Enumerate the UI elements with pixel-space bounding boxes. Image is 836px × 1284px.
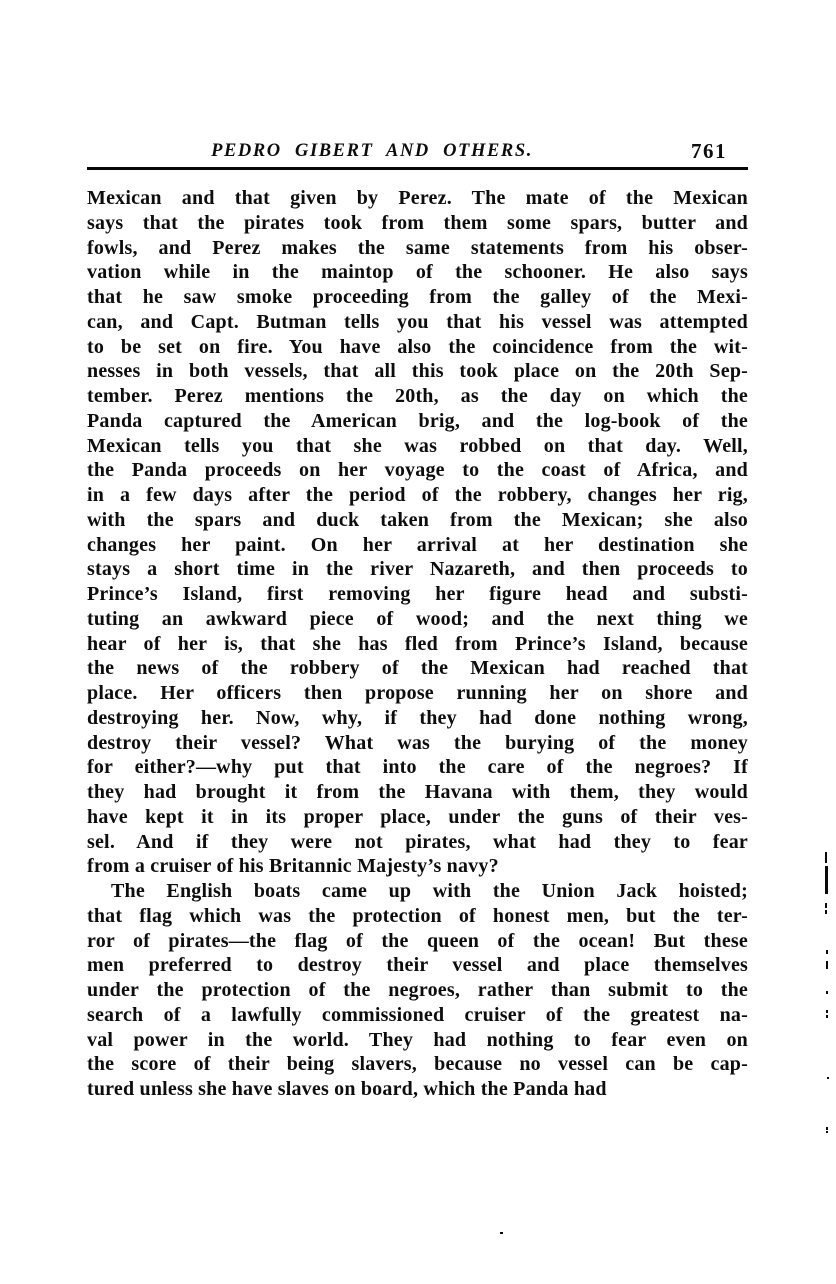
text-line: val power in the world. They had nothing to fear even on (87, 1028, 748, 1051)
scan-artifact (826, 1131, 828, 1133)
header-rule (87, 167, 748, 170)
text-line: Panda captured the American brig, and the log-book of the (87, 409, 748, 432)
text-line: the Panda proceeds on her voyage to the coast of Africa, and (87, 459, 748, 482)
paragraph (87, 879, 748, 1102)
text-line: the news of the robbery of the Mexican had reached that (87, 657, 748, 680)
text-line: sel. And if they were not pirates, what had they to fear (87, 830, 748, 853)
scan-artifact (825, 866, 828, 894)
text-line: destroying her. Now, why, if they had done nothing wrong, (87, 706, 748, 729)
page-number: 761 (691, 139, 727, 163)
text-line: vation while in the maintop of the schooner. He also says (87, 261, 748, 284)
text-line: fowls, and Perez makes the same statements from his obser- (87, 236, 748, 259)
paragraph (87, 186, 748, 879)
text-line: Mexican tells you that she was robbed on that day. Well, (87, 434, 748, 457)
text-line: that flag which was the protection of honest men, but the ter- (87, 904, 748, 927)
text-line: the score of their being slavers, because no vessel can be cap- (87, 1053, 748, 1076)
text-line: men preferred to destroy their vessel and place themselves (87, 954, 748, 977)
text-line: for either?—why put that into the care of the negroes? If (87, 756, 748, 779)
text-line: in a few days after the period of the robbery, changes her rig, (87, 484, 748, 506)
text-line: destroy their vessel? What was the burying of the money (87, 731, 748, 754)
scan-artifact (826, 950, 828, 954)
text-line: changes her paint. On her arrival at her destination she (87, 533, 748, 556)
text-line: under the protection of the negroes, rather than submit to the (87, 979, 748, 1001)
text-line: stays a short time in the river Nazareth, and then proceeds to (87, 558, 748, 581)
scan-artifact (826, 961, 828, 969)
scan-artifact (825, 910, 827, 914)
text-line: says that the pirates took from them some spars, butter and (87, 211, 748, 234)
text-line: ror of pirates—the flag of the queen of the ocean! But these (87, 929, 748, 952)
text-line: nesses in both vessels, that all this took place on the 20th Sep- (87, 360, 748, 383)
text-line: with the spars and duck taken from the Mexican; she also (87, 508, 748, 531)
text-line: have kept it in its proper place, under the guns of their ves- (87, 805, 748, 828)
scan-artifact (826, 1015, 828, 1018)
text-line: place. Her officers then propose running her on shore and (87, 682, 748, 704)
text-line: The English boats came up with the Union Jack hoisted; (111, 880, 748, 902)
scan-artifact (825, 852, 827, 863)
scan-artifact (826, 1010, 828, 1013)
running-head-title: PEDRO GIBERT AND OTHERS. (211, 141, 533, 161)
scan-artifact (825, 903, 827, 908)
text-line: Mexican and that given by Perez. The mate of the Mexican (87, 187, 748, 209)
text-line: tember. Perez mentions the 20th, as the day on which the (87, 385, 748, 407)
scan-artifact (500, 1232, 503, 1234)
scan-artifact (827, 1077, 829, 1079)
text-line: tured unless she have slaves on board, which the Panda had (87, 1078, 607, 1100)
text-line: to be set on fire. You have also the coincidence from the wit- (87, 335, 748, 358)
scan-artifact (826, 1127, 828, 1130)
page-body (87, 186, 748, 1102)
text-line: that he saw smoke proceeding from the galley of the Mexi- (87, 286, 748, 308)
text-line: search of a lawfully commissioned cruiser of the greatest na- (87, 1003, 748, 1026)
scan-artifact (826, 991, 828, 994)
text-line: Prince’s Island, first removing her figure head and substi- (87, 583, 748, 605)
text-line: from a cruiser of his Britannic Majesty’s navy? (87, 855, 499, 878)
text-line: can, and Capt. Butman tells you that his vessel was attempted (87, 310, 748, 333)
text-line: they had brought it from the Havana with them, they would (87, 781, 748, 803)
text-line: hear of her is, that she has fled from Prince’s Island, because (87, 632, 748, 655)
text-line: tuting an awkward piece of wood; and the next thing we (87, 607, 748, 630)
